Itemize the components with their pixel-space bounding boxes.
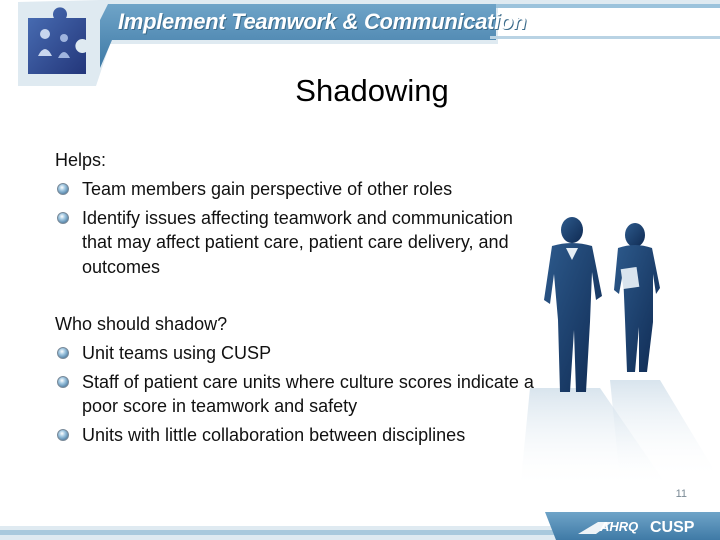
bullet-item: Team members gain perspective of other roles — [55, 177, 535, 202]
cusp-logo: CUSP — [650, 519, 695, 536]
bullet-dot-icon — [57, 376, 69, 388]
bullet-item: Unit teams using CUSP — [55, 341, 535, 366]
section-heading-who: Who should shadow? — [55, 314, 228, 334]
team-silhouettes — [500, 210, 720, 490]
bullet-list-helps — [55, 177, 535, 280]
section-heading-helps: Helps: — [55, 150, 107, 170]
banner-title: Implement Teamwork & Communication — [118, 9, 527, 34]
ahrq-logo: AHRQ — [600, 519, 639, 534]
bullet-item: Units with little collaboration between disciplines — [55, 423, 535, 448]
bullet-dot-icon — [57, 212, 69, 224]
bullet-dot-icon — [57, 183, 69, 195]
slide-content — [55, 148, 535, 452]
bullet-list-who — [55, 341, 535, 448]
bullet-item: Staff of patient care units where culture scores indicate a poor score in teamwork and safety — [55, 370, 535, 419]
bullet-item: Identify issues affecting teamwork and communication that may affect patient care, patient care delivery, and outcomes — [55, 206, 535, 280]
page-number: 11 — [675, 488, 687, 500]
slide-title: Shadowing — [295, 73, 449, 108]
bullet-dot-icon — [57, 347, 69, 359]
bullet-dot-icon — [57, 429, 69, 441]
